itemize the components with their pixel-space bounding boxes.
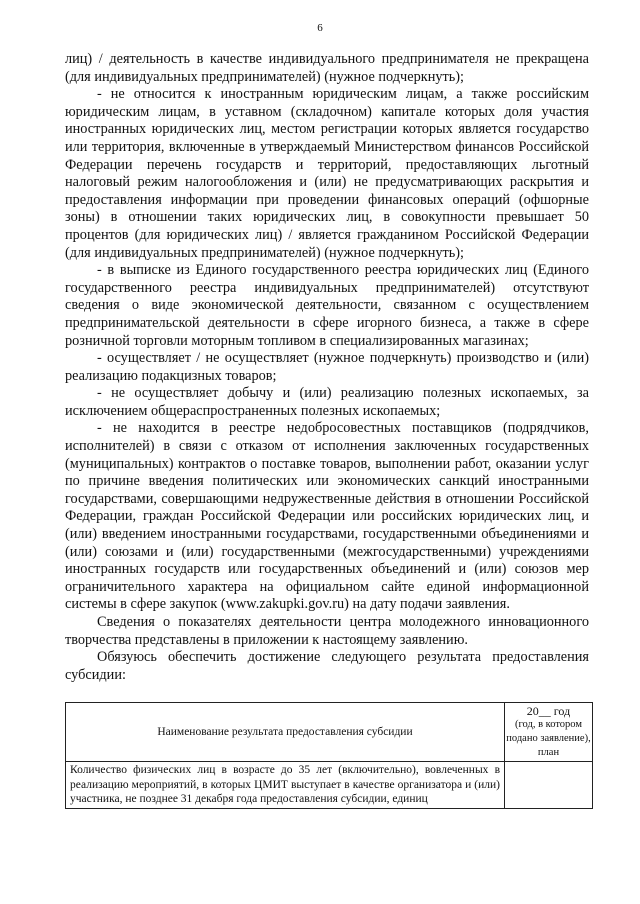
result-row-name: Количество физических лиц в возрасте до 35 лет (включительно), вовлеченных в реализацию мероприятий, в которых ЦМИТ выступает в качестве организатора и (или) участника, не позднее 31 декабря года предоставления субсидии, единиц — [66, 762, 505, 809]
header-result-name: Наименование результата предоставления субсидии — [66, 703, 505, 762]
header-year-note: (год, в котором подано заявление), план — [506, 719, 591, 758]
paragraph-status: лиц) / деятельность в качестве индивидуального предпринимателя не прекращена (для индивидуальных предпринимателей) (нужное подчеркнуть); — [65, 51, 589, 85]
paragraph-minerals: - не осуществляет добычу и (или) реализацию полезных ископаемых, за исключением общераспространенных полезных ископаемых; — [65, 385, 589, 419]
header-year: 20__ год — [526, 704, 571, 718]
document-body — [65, 51, 589, 684]
result-row-value — [505, 762, 593, 809]
paragraph-unfair-suppliers: - не находится в реестре недобросовестных поставщиков (подрядчиков, исполнителей) в связи с отказом от исполнения заключенных государственных (муниципальных) контрактов о поставке товаров, выполнении работ, оказании услуг по причине введения политических или экономических санкций иностранными государствами, совершающими недружественные действия в отношении Российской Федерации, граждан Российской Федерации или российских юридических лиц, и (или) введением иностранными государствами, государственными объединениями и (или) союзами и (или) государственными (межгосударственными) учреждениями иностранных государств или государственных объединений и (или) союзов мер ограничительного характера на официальном сайте единой информационной системы в сфере закупок (www.zakupki.gov.ru) на дату подачи заявления. — [65, 420, 589, 613]
table-header-row — [66, 703, 593, 762]
paragraph-indicators: Сведения о показателях деятельности центра молодежного инновационного творчества представлены в приложении к настоящему заявлению. — [65, 614, 589, 648]
header-year-plan — [505, 703, 593, 762]
page-number: 6 — [317, 22, 323, 34]
result-table — [65, 702, 593, 809]
paragraph-excise-goods: - осуществляет / не осуществляет (нужное подчеркнуть) производство и (или) реализацию подакцизных товаров; — [65, 350, 589, 384]
paragraph-egrul-extract: - в выписке из Единого государственного реестра юридических лиц (Единого государственного реестра индивидуальных предпринимателей) отсутствуют сведения о виде экономической деятельности, связанном с осуществлением предпринимательской деятельности в сфере игорного бизнеса, а также в сфере розничной торговли моторным топливом в специализированных магазинах; — [65, 262, 589, 349]
paragraph-foreign-entities: - не относится к иностранным юридическим лицам, а также российским юридическим лицам, в уставном (складочном) капитале которых доля участия иностранных юридических лиц, местом регистрации которых является государство или территория, включенные в утверждаемый Министерством финансов Российской Федерации перечень государств и территорий, предоставляющих льготный налоговый режим налогообложения и (или) не предусматривающих раскрытия и предоставления информации при проведении финансовых операций (офшорные зоны) в отношении таких юридических лиц, в совокупности превышает 50 процентов (для юридических лиц) / является гражданином Российской Федерации (для индивидуальных предпринимателей) (нужное подчеркнуть); — [65, 86, 589, 261]
paragraph-commitment: Обязуюсь обеспечить достижение следующего результата предоставления субсидии: — [65, 649, 589, 683]
table-row — [66, 762, 593, 809]
